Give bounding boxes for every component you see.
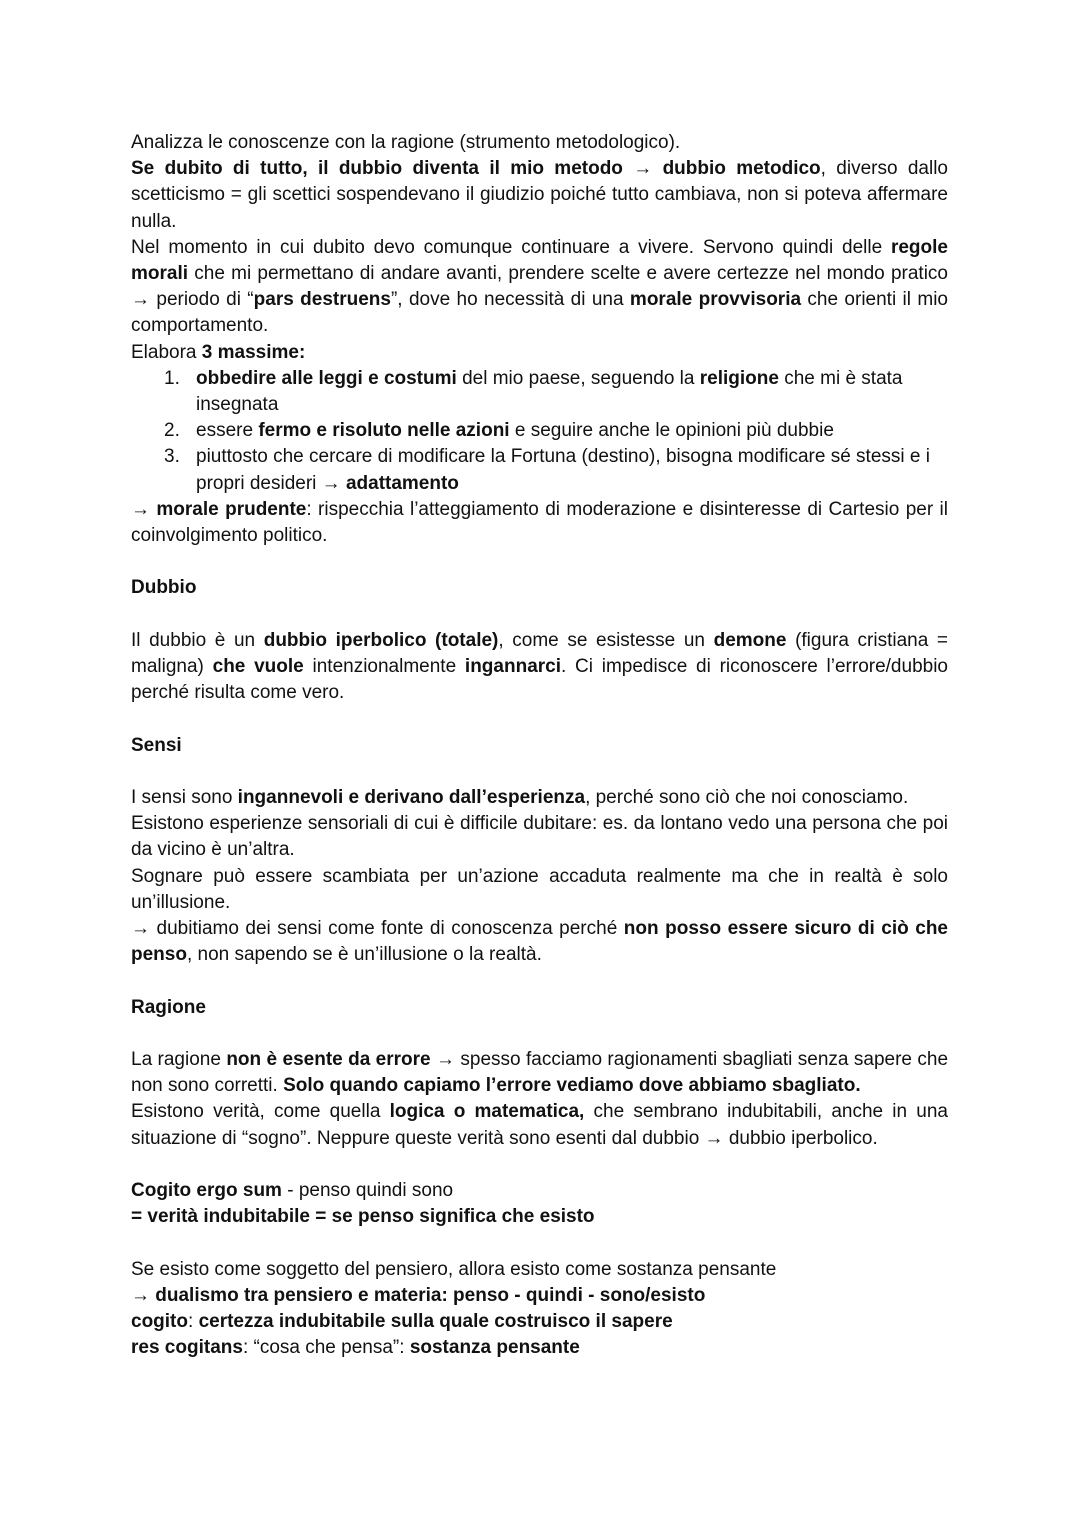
list-item: 3. piuttosto che cercare di modificare la Fortuna (destino), bisogna modificare sé stessi e i propri desideri → adattamento — [164, 446, 930, 494]
cogito-definition: = verità indubitabile = se penso significa che esisto — [131, 1206, 595, 1228]
list-item: 2. essere fermo e risoluto nelle azioni e seguire anche le opinioni più dubbie — [164, 420, 834, 442]
section-heading-sensi: Sensi — [131, 734, 182, 756]
intro-line: Analizza le conoscenze con la ragione (strumento metodologico). — [131, 132, 681, 153]
dubbio-paragraph: Il dubbio è un dubbio iperbolico (totale), come se esistesse un demone (figura cristiana = maligna) che vuole intenzionalmente ingannarci. Ci impedisce di riconoscere l’errore/dubbio perché risulta come vero. — [131, 629, 948, 704]
sensi-paragraph-1: I sensi sono ingannevoli e derivano dall’esperienza, perché sono ciò che noi conosciamo. — [131, 787, 909, 809]
list-item: 1. obbedire alle leggi e costumi del mio paese, seguendo la religione che mi è stata insegnata — [164, 367, 903, 416]
regole-morali-paragraph: Nel momento in cui dubito devo comunque continuare a vivere. Servono quindi delle regole morali che mi permettano di andare avanti, prendere scelte e avere certezze nel mondo pratico → periodo di “pars destruens”, dove ho necessità di una morale provvisoria che orienti il mio comportamento. — [131, 236, 948, 337]
elabora-line: Elabora 3 massime: — [131, 341, 306, 363]
cogito-line: Cogito ergo sum - penso quindi sono — [131, 1180, 454, 1202]
sensi-paragraph-2: Esistono esperienze sensoriali di cui è difficile dubitare: es. da lontano vedo una persona che poi da vicino è un’altra. — [131, 813, 948, 861]
massime-list — [131, 366, 948, 497]
sensi-paragraph-4: → dubitiamo dei sensi come fonte di conoscenza perché non posso essere sicuro di ciò che penso, non sapendo se è un’illusione o la realtà. — [131, 918, 948, 966]
finale-line-3: cogito: certezza indubitabile sulla quale costruisco il sapere — [131, 1311, 673, 1333]
document-page — [131, 130, 948, 1361]
finale-line-4: res cogitans: “cosa che pensa”: sostanza pensante — [131, 1337, 580, 1359]
section-heading-dubbio: Dubbio — [131, 577, 197, 599]
section-heading-ragione: Ragione — [131, 996, 206, 1018]
sensi-paragraph-3: Sognare può essere scambiata per un’azione accaduta realmente ma che in realtà è solo un’illusione. — [131, 865, 948, 913]
dubbio-metodico-paragraph: Se dubito di tutto, il dubbio diventa il mio metodo → dubbio metodico, diverso dallo scetticismo = gli scettici sospendevano il giudizio poiché tutto cambiava, non si poteva affermare nulla. — [131, 158, 949, 232]
morale-prudente-paragraph: → morale prudente: rispecchia l’atteggiamento di moderazione e disinteresse di Cartesio per il coinvolgimento politico. — [131, 498, 948, 547]
finale-line-2: → dualismo tra pensiero e materia: penso - quindi - sono/esisto — [131, 1284, 706, 1306]
ragione-paragraph-2: Esistono verità, come quella logica o matematica, che sembrano indubitabili, anche in una situazione di “sogno”. Neppure queste verità sono esenti dal dubbio → dubbio iperbolico. — [131, 1101, 948, 1149]
ragione-paragraph-1: La ragione non è esente da errore → spesso facciamo ragionamenti sbagliati senza sapere che non sono corretti. Solo quando capiamo l’errore vediamo dove abbiamo sbagliato. — [131, 1049, 949, 1097]
finale-line-1: Se esisto come soggetto del pensiero, allora esisto come sostanza pensante — [131, 1258, 777, 1280]
